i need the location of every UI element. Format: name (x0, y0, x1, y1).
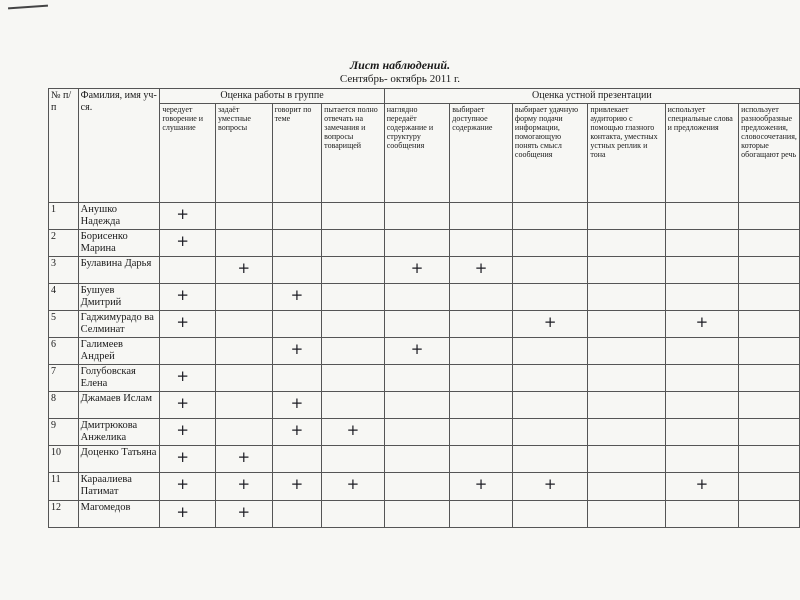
mark-cell (450, 338, 513, 365)
mark-cell (215, 310, 272, 337)
mark-cell (588, 229, 665, 256)
mark-cell (272, 310, 322, 337)
mark-cell (384, 338, 450, 365)
table-row (49, 392, 800, 419)
scan-artifact (8, 5, 48, 10)
mark-cell (588, 338, 665, 365)
criterion-header: выбирает доступное содержание (450, 103, 513, 202)
mark-cell (739, 446, 800, 473)
mark-cell (322, 419, 385, 446)
plus-mark: + (290, 340, 304, 358)
student-number: 9 (49, 419, 79, 446)
mark-cell (215, 202, 272, 229)
mark-cell (272, 500, 322, 527)
mark-cell (160, 310, 216, 337)
student-number: 12 (49, 500, 79, 527)
page-title: Лист наблюдений. (349, 58, 451, 72)
mark-cell (272, 365, 322, 392)
mark-cell (739, 419, 800, 446)
mark-cell (384, 256, 450, 283)
student-number: 7 (49, 365, 79, 392)
student-name: Караалиева Патимат (78, 473, 160, 500)
mark-cell (160, 446, 216, 473)
mark-cell (665, 283, 738, 310)
mark-cell (588, 500, 665, 527)
student-number: 8 (49, 392, 79, 419)
column-header-number: № п/ п (49, 89, 79, 203)
mark-cell (160, 473, 216, 500)
student-number: 2 (49, 229, 79, 256)
plus-mark: + (176, 421, 189, 440)
mark-cell (512, 500, 587, 527)
mark-cell (215, 392, 272, 419)
mark-cell (588, 283, 665, 310)
criterion-header: говорит по теме (272, 103, 322, 202)
mark-cell (384, 500, 450, 527)
mark-cell (322, 283, 385, 310)
mark-cell (384, 446, 450, 473)
student-name: Анушко Надежда (78, 202, 160, 229)
plus-mark: + (176, 231, 189, 250)
mark-cell (322, 365, 385, 392)
mark-cell (215, 473, 272, 500)
mark-cell (512, 392, 587, 419)
mark-cell (665, 338, 738, 365)
mark-cell (739, 256, 800, 283)
mark-cell (450, 229, 513, 256)
plus-mark: + (176, 394, 189, 413)
mark-cell (384, 392, 450, 419)
table-row (49, 473, 800, 500)
mark-cell (384, 202, 450, 229)
mark-cell (512, 202, 587, 229)
mark-cell (665, 500, 738, 527)
mark-cell (160, 500, 216, 527)
plus-mark: + (474, 475, 488, 494)
mark-cell (739, 283, 800, 310)
mark-cell (384, 473, 450, 500)
criterion-header: пытается полно отвечать на замечания и вопросы товарищей (322, 103, 385, 202)
plus-mark: + (176, 312, 189, 331)
mark-cell (215, 229, 272, 256)
mark-cell (512, 338, 587, 365)
mark-cell (512, 229, 587, 256)
mark-cell (272, 202, 322, 229)
group-header-oral-presentation: Оценка устной презентации (384, 89, 799, 104)
mark-cell (272, 392, 322, 419)
observation-table (48, 88, 800, 528)
mark-cell (160, 419, 216, 446)
plus-mark: + (237, 475, 251, 494)
mark-cell (450, 202, 513, 229)
plus-mark: + (237, 448, 251, 467)
mark-cell (272, 419, 322, 446)
student-number: 11 (49, 473, 79, 500)
criterion-header: задаёт уместные вопросы (215, 103, 272, 202)
mark-cell (450, 473, 513, 500)
mark-cell (322, 229, 385, 256)
mark-cell (588, 310, 665, 337)
mark-cell (588, 392, 665, 419)
mark-cell (272, 473, 322, 500)
plus-mark: + (346, 475, 360, 494)
plus-mark: + (290, 394, 304, 413)
mark-cell (739, 229, 800, 256)
mark-cell (450, 283, 513, 310)
plus-mark: + (543, 312, 557, 331)
student-name: Бушуев Дмитрий (78, 283, 160, 310)
mark-cell (739, 365, 800, 392)
mark-cell (739, 392, 800, 419)
table-row (49, 202, 800, 229)
plus-mark: + (474, 258, 488, 277)
criterion-header: использует разнообразные предложения, словосочетания, которые обогащают речь (739, 103, 800, 202)
mark-cell (665, 365, 738, 392)
mark-cell (450, 392, 513, 419)
mark-cell (512, 310, 587, 337)
mark-cell (160, 256, 216, 283)
mark-cell (322, 446, 385, 473)
plus-mark: + (176, 285, 189, 304)
student-number: 1 (49, 202, 79, 229)
mark-cell (588, 473, 665, 500)
student-number: 4 (49, 283, 79, 310)
student-name: Галимеев Андрей (78, 338, 160, 365)
mark-cell (450, 419, 513, 446)
student-number: 3 (49, 256, 79, 283)
mark-cell (272, 446, 322, 473)
mark-cell (215, 500, 272, 527)
mark-cell (160, 392, 216, 419)
student-name: Дмитрюкова Анжелика (78, 419, 160, 446)
table-row (49, 283, 800, 310)
mark-cell (272, 229, 322, 256)
criteria-header-row (49, 103, 800, 202)
mark-cell (450, 500, 513, 527)
mark-cell (160, 283, 216, 310)
table-row (49, 229, 800, 256)
mark-cell (215, 256, 272, 283)
mark-cell (739, 338, 800, 365)
plus-mark: + (410, 258, 424, 277)
plus-mark: + (695, 475, 709, 494)
table-row (49, 338, 800, 365)
student-name: Джамаев Ислам (78, 392, 160, 419)
criterion-header: использует специальные слова и предложения (665, 103, 738, 202)
mark-cell (384, 283, 450, 310)
mark-cell (160, 229, 216, 256)
mark-cell (665, 310, 738, 337)
criterion-header: наглядно передаёт содержание и структуру сообщения (384, 103, 450, 202)
student-name: Гаджимурадо ва Селминат (78, 310, 160, 337)
mark-cell (512, 419, 587, 446)
mark-cell (215, 283, 272, 310)
table-row (49, 446, 800, 473)
mark-cell (512, 283, 587, 310)
mark-cell (384, 310, 450, 337)
student-number: 6 (49, 338, 79, 365)
mark-cell (450, 310, 513, 337)
mark-cell (450, 446, 513, 473)
plus-mark: + (176, 502, 189, 521)
student-name: Булавина Дарья (78, 256, 160, 283)
mark-cell (322, 500, 385, 527)
table-row (49, 310, 800, 337)
mark-cell (665, 202, 738, 229)
mark-cell (512, 365, 587, 392)
table-header-row (49, 89, 800, 104)
mark-cell (322, 473, 385, 500)
mark-cell (272, 256, 322, 283)
mark-cell (322, 202, 385, 229)
mark-cell (160, 365, 216, 392)
mark-cell (512, 256, 587, 283)
mark-cell (588, 256, 665, 283)
mark-cell (588, 419, 665, 446)
mark-cell (450, 256, 513, 283)
plus-mark: + (176, 367, 189, 386)
mark-cell (739, 310, 800, 337)
mark-cell (665, 392, 738, 419)
column-header-name: Фамилия, имя уч-ся. (78, 89, 160, 203)
criterion-header: привлекает аудиторию с помощью глазного контакта, уместных устных реплик и тона (588, 103, 665, 202)
criterion-header: выбирает удачную форму подачи информации, помогающую понять смысл сообщения (512, 103, 587, 202)
mark-cell (215, 419, 272, 446)
mark-cell (512, 473, 587, 500)
student-number: 10 (49, 446, 79, 473)
student-name: Доценко Татьяна (78, 446, 160, 473)
plus-mark: + (695, 312, 709, 331)
mark-cell (588, 365, 665, 392)
plus-mark: + (237, 258, 251, 277)
mark-cell (665, 256, 738, 283)
mark-cell (215, 365, 272, 392)
mark-cell (665, 473, 738, 500)
mark-cell (450, 365, 513, 392)
mark-cell (384, 365, 450, 392)
plus-mark: + (176, 448, 189, 467)
mark-cell (512, 446, 587, 473)
student-name: Голубовская Елена (78, 365, 160, 392)
mark-cell (215, 338, 272, 365)
mark-cell (215, 446, 272, 473)
plus-mark: + (346, 421, 360, 440)
mark-cell (665, 446, 738, 473)
mark-cell (272, 338, 322, 365)
plus-mark: + (176, 204, 189, 223)
mark-cell (665, 419, 738, 446)
plus-mark: + (290, 285, 304, 304)
plus-mark: + (237, 502, 251, 521)
group-header-group-work: Оценка работы в группе (160, 89, 384, 104)
mark-cell (384, 419, 450, 446)
mark-cell (160, 202, 216, 229)
plus-mark: + (543, 475, 557, 494)
plus-mark: + (410, 340, 424, 358)
page-subtitle: Сентябрь- октябрь 2011 г. (339, 73, 461, 85)
plus-mark: + (176, 475, 189, 494)
student-number: 5 (49, 310, 79, 337)
mark-cell (739, 500, 800, 527)
student-name: Борисенко Марина (78, 229, 160, 256)
table-row (49, 256, 800, 283)
mark-cell (384, 229, 450, 256)
table-row (49, 500, 800, 527)
student-name: Магомедов (78, 500, 160, 527)
mark-cell (322, 392, 385, 419)
mark-cell (739, 202, 800, 229)
plus-mark: + (290, 475, 304, 494)
mark-cell (665, 229, 738, 256)
mark-cell (588, 446, 665, 473)
plus-mark: + (290, 421, 304, 440)
mark-cell (588, 202, 665, 229)
mark-cell (322, 338, 385, 365)
mark-cell (739, 473, 800, 500)
criterion-header: чередует говорение и слушание (160, 103, 216, 202)
mark-cell (322, 256, 385, 283)
table-row (49, 419, 800, 446)
mark-cell (160, 338, 216, 365)
mark-cell (322, 310, 385, 337)
mark-cell (272, 283, 322, 310)
table-row (49, 365, 800, 392)
